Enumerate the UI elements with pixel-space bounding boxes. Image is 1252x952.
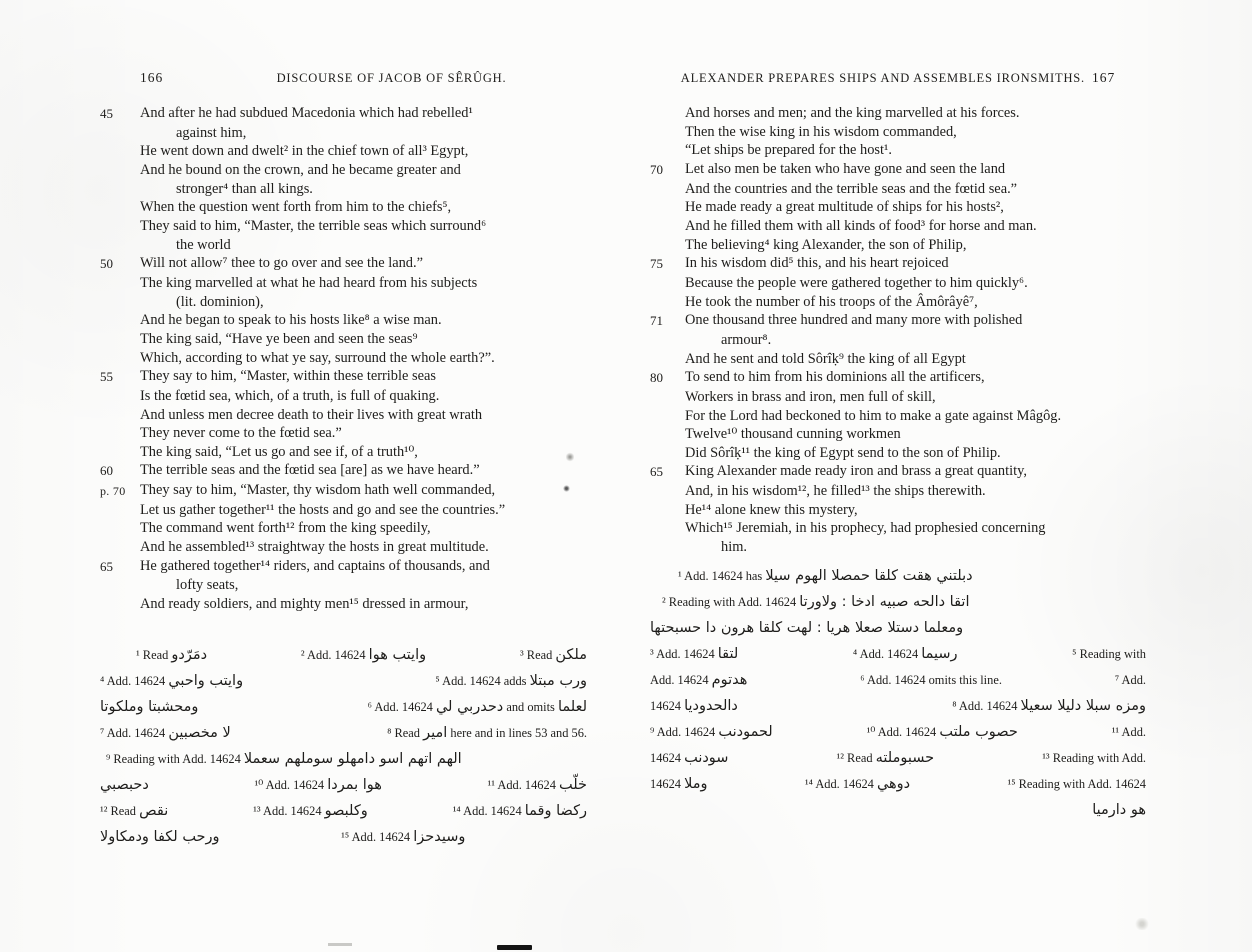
verse-line-number [650, 274, 685, 293]
verse-line-number: 50 [100, 256, 113, 272]
left-page [100, 70, 587, 855]
syriac-text: اتقا دالحه صبيه ادخا : ولاورتا [799, 593, 970, 610]
footnote-item [662, 594, 970, 610]
verse-line-text: (lit. dominion), [176, 293, 264, 310]
verse-line [650, 388, 1146, 407]
verse-line-text: And he sent and told Sôrîḳ⁹ the king of all Egypt [685, 350, 966, 367]
verse-line-text: When the question went forth from him to the chiefs⁵, [140, 199, 452, 216]
verse-line [650, 482, 1146, 501]
verse-line-text: And ready soldiers, and mighty men¹⁵ dressed in armour, [140, 596, 469, 613]
verse-line-number: 55 [100, 369, 113, 385]
footnote-text: ⁴ Add. 14624 [852, 646, 922, 661]
verse-line-number [650, 141, 685, 160]
footnote-text: here and in lines 53 and 56. [447, 725, 587, 740]
verse-line-number [100, 217, 140, 236]
footnote-line [100, 725, 587, 751]
footnote-line [650, 698, 1146, 724]
syriac-text: رسيما [921, 645, 958, 662]
verse-line-text: The king marvelled at what he had heard from his subjects [140, 274, 478, 291]
syriac-text: دوهي [876, 775, 911, 792]
verse-line-number: 71 [650, 313, 663, 329]
footnote-line [100, 647, 587, 673]
verse-line-number [100, 519, 140, 538]
verse-line-number [650, 482, 685, 501]
verse-line [100, 519, 587, 538]
scan-artifact [1135, 918, 1149, 930]
verse-line-text: Twelve¹⁰ thousand cunning workmen [685, 426, 901, 443]
verse-line [650, 160, 1146, 180]
verse-line-number: p. 70 [100, 484, 126, 499]
verse-line-text: They say to him, “Master, thy wisdom hath well commanded, [140, 482, 496, 499]
footnote-line [100, 829, 587, 855]
verse-line-number [100, 349, 140, 368]
verse-line-text: Workers in brass and iron, men full of skill, [685, 388, 936, 405]
verse-line [650, 501, 1146, 520]
verse-line-number [100, 142, 140, 161]
right-page-header [650, 70, 1146, 88]
footnote-text: ³ Read [520, 647, 556, 662]
verse-line-number [100, 124, 140, 143]
verse-line-number [100, 501, 140, 520]
verse-line-number [100, 538, 140, 557]
verse-line-text: One thousand three hundred and many more with polished [685, 312, 1023, 329]
verse-line [100, 254, 587, 274]
verse-line-number [650, 123, 685, 142]
verse-line-text: Then the wise king in his wisdom commanded, [685, 123, 957, 140]
footnote-item [100, 725, 231, 741]
footnote-item [650, 620, 963, 636]
footnote-text: ⁸ Read [387, 725, 424, 740]
syriac-text: وسيدحزا [413, 828, 466, 845]
right-page [650, 70, 1146, 828]
syriac-text: دمَرّدو [171, 646, 208, 663]
verse-line-text: The king said, “Let us go and see if, of a truth¹⁰, [140, 443, 418, 460]
footnote-line [650, 620, 1146, 646]
verse-line [100, 557, 587, 577]
footnote-item [341, 829, 465, 845]
footnote-item [867, 724, 1018, 740]
running-title: ALEXANDER PREPARES SHIPS AND ASSEMBLES IRONSMITHS. [680, 71, 1085, 85]
verse-line [650, 254, 1146, 274]
footnote-text: ¹ Read [136, 647, 172, 662]
footnote-text: ² Add. 14624 [300, 647, 369, 662]
footnote-line [100, 673, 587, 699]
verse-line [650, 141, 1146, 160]
footnote-item [1092, 802, 1146, 818]
verse-line-number [650, 236, 685, 255]
verse-line [650, 538, 1146, 557]
syriac-text: ركضا وقما [524, 802, 587, 819]
verse-line-text: King Alexander made ready iron and brass a great quantity, [685, 463, 1027, 480]
footnote-item [650, 724, 773, 740]
verse-line-text: Let also men be taken who have gone and seen the land [685, 160, 1006, 177]
page-number: 166 [140, 70, 164, 85]
verse-line-number: 70 [650, 161, 663, 177]
verse-line [650, 407, 1146, 426]
syriac-text: لعلما [557, 698, 587, 715]
verse-line-text: And after he had subdued Macedonia which had rebelled¹ [140, 105, 473, 121]
footnote-line [650, 594, 1146, 620]
footnote-item [520, 647, 587, 663]
verse-line [100, 217, 587, 236]
verse-line-number: 80 [650, 370, 663, 386]
footnote-text: ⁸ Add. 14624 [952, 698, 1021, 713]
footnote-item [453, 803, 587, 819]
footnote-item [100, 803, 168, 819]
footnote-text: ¹³ Add. 14624 [253, 803, 325, 818]
footnote-item [1008, 777, 1146, 792]
footnote-item [860, 673, 1002, 688]
verse-line [100, 538, 587, 557]
footnote-line [650, 802, 1146, 828]
verse-line-text: Did Sôrîḳ¹¹ the king of Egypt send to the son of Philip. [685, 444, 1001, 461]
verse-line [100, 311, 587, 330]
verse-line [650, 350, 1146, 369]
footnote-text: ¹⁵ Reading with Add. 14624 [1007, 776, 1146, 791]
scan-artifact [328, 943, 352, 946]
syriac-text: لا مخصبين [168, 724, 231, 741]
footnotes-block [650, 568, 1146, 828]
verse-line-text: He gathered together¹⁴ riders, and captains of thousands, and [140, 557, 490, 574]
verse-line-text: To send to him from his dominions all the artificers, [685, 369, 985, 386]
verse-line-number [100, 443, 140, 462]
verse-line-text: Which¹⁵ Jeremiah, in his prophecy, had prophesied concerning [685, 520, 1046, 537]
footnote-line [650, 672, 1146, 698]
verse-line [100, 104, 587, 124]
footnote-text: 14624 [650, 750, 685, 765]
footnote-text: ¹ Add. 14624 has [678, 568, 766, 583]
verse-line [100, 293, 587, 312]
footnote-text: ⁶ Add. 14624 [367, 699, 436, 714]
footnote-item [1072, 647, 1146, 662]
footnote-item [952, 698, 1146, 714]
footnote-item [650, 750, 728, 766]
syriac-text: هدتوم [711, 671, 748, 688]
verse-line [100, 161, 587, 180]
syriac-text: دبلتني هقت كلقا حمصلا الهوم سيلا [765, 567, 973, 584]
verse-line-text: They say to him, “Master, within these terrible seas [140, 368, 436, 385]
syriac-text: امير [423, 724, 448, 741]
verse-line-number [100, 161, 140, 180]
syriac-text: دالحدوديا [684, 697, 738, 714]
verse-line-number [100, 406, 140, 425]
verse-line [100, 180, 587, 199]
footnote-text: ⁹ Reading with Add. 14624 [106, 751, 244, 766]
syriac-text: هو دارميا [1092, 801, 1146, 818]
footnote-item [387, 725, 587, 741]
verse-line-number [100, 576, 140, 595]
verse-line-text: And horses and men; and the king marvelled at his forces. [685, 105, 1020, 121]
footnote-text: ⁵ Reading with [1072, 646, 1146, 661]
verse-line-text: For the Lord had beckoned to him to make a gate against Mâgôg. [685, 407, 1062, 424]
footnote-item [678, 568, 973, 584]
verse-line-number [100, 387, 140, 406]
verse-line-text: The king said, “Have ye been and seen the seas⁹ [140, 330, 418, 347]
footnote-text: ⁷ Add. [1114, 672, 1146, 687]
syriac-text: الهم اتهم اسو دامهلو سوملهم سعملا [243, 750, 462, 767]
footnotes-block [100, 647, 587, 855]
verse-line [100, 406, 587, 425]
footnote-text: ¹² Read [836, 750, 876, 765]
verse-line-number [650, 444, 685, 463]
verse-line [100, 198, 587, 217]
left-page-header [100, 70, 587, 88]
footnote-item [368, 699, 587, 715]
syriac-text: سودنب [684, 749, 729, 766]
footnote-item [254, 777, 381, 793]
verse-line [100, 236, 587, 255]
verse-line-text: He went down and dwelt² in the chief town of all³ Egypt, [140, 143, 469, 160]
footnote-text: ¹⁴ Add. 14624 [452, 803, 525, 818]
verse-line-text: stronger⁴ than all kings. [176, 180, 313, 197]
verse-line-text: They said to him, “Master, the terrible seas which surround⁶ [140, 217, 487, 234]
footnote-line [100, 803, 587, 829]
verse-line-number [650, 538, 685, 557]
verse-text-block [650, 104, 1146, 557]
verse-line [100, 481, 587, 501]
verse-line-number [650, 519, 685, 538]
verse-line-text: The terrible seas and the fœtid sea [are] as we have heard.” [140, 462, 480, 479]
verse-line-number [650, 350, 685, 369]
verse-line-text: armour⁸. [721, 331, 772, 348]
footnote-item [650, 672, 747, 688]
footnote-text: ⁹ Add. 14624 [650, 724, 719, 739]
footnote-line [650, 750, 1146, 776]
footnote-item [136, 647, 207, 663]
verse-line-text: the world [176, 236, 231, 253]
syriac-text: دحبصبي [100, 776, 149, 793]
footnote-item [253, 803, 368, 819]
footnote-text: ¹² Read [100, 803, 140, 818]
footnote-text: ¹¹ Add. 14624 [487, 777, 559, 792]
syriac-text: خلّب [558, 776, 587, 793]
footnote-item [100, 777, 149, 793]
footnote-item [301, 647, 426, 663]
verse-line [100, 274, 587, 293]
verse-line [650, 519, 1146, 538]
footnote-text: ⁵ Add. 14624 adds [435, 673, 530, 688]
footnote-line [650, 776, 1146, 802]
syriac-text: ومحشبتا وملكوتا [100, 698, 199, 715]
verse-line-number [100, 595, 140, 614]
verse-line-text: And, in his wisdom¹², he filled¹³ the ships therewith. [685, 483, 986, 500]
verse-line [650, 462, 1146, 482]
footnote-item [650, 698, 738, 714]
verse-line [100, 443, 587, 462]
syriac-text: دحدربي لي [435, 698, 504, 715]
verse-line-text: The believing⁴ king Alexander, the son of Philip, [685, 236, 967, 253]
verse-line [100, 124, 587, 143]
verse-line [650, 198, 1146, 217]
verse-line [100, 501, 587, 520]
verse-line-number: 60 [100, 463, 113, 479]
syriac-text: حصوب ملتب [939, 723, 1018, 740]
verse-line-text: He made ready a great multitude of ships for his hosts², [685, 199, 1004, 216]
footnote-text: ² Reading with Add. 14624 [662, 594, 800, 609]
footnote-item [805, 776, 910, 792]
verse-line-text: Will not allow⁷ thee to go over and see the land.” [140, 255, 423, 272]
verse-line-number: 65 [650, 464, 663, 480]
verse-line-number [100, 330, 140, 349]
syriac-text: وايتب واحبي [168, 672, 244, 689]
verse-line [650, 217, 1146, 236]
syriac-text: لتقا [717, 645, 739, 662]
verse-line-text: And the countries and the terrible seas and the fœtid sea.” [685, 180, 1018, 197]
footnote-item [1042, 751, 1146, 766]
verse-line-number [650, 104, 685, 123]
verse-line [100, 142, 587, 161]
verse-line-number [650, 180, 685, 199]
verse-line [650, 180, 1146, 199]
footnote-text: Add. 14624 [650, 672, 712, 687]
syriac-text: لحمودنب [718, 723, 773, 740]
footnote-text: ¹⁵ Add. 14624 [341, 829, 414, 844]
verse-line-number [650, 331, 685, 350]
verse-line [650, 104, 1146, 123]
verse-line [650, 311, 1146, 331]
verse-line-text: against him, [176, 124, 247, 141]
footnote-item [650, 646, 738, 662]
footnote-item [650, 776, 708, 792]
footnote-text: 14624 [650, 698, 685, 713]
verse-line-text: And he bound on the crown, and he became greater and [140, 161, 461, 178]
syriac-text: نقص [139, 802, 169, 819]
verse-line [650, 331, 1146, 350]
verse-line [100, 461, 587, 481]
verse-line-text: Is the fœtid sea, which, of a truth, is full of quaking. [140, 387, 440, 404]
verse-line-text: lofty seats, [176, 577, 239, 594]
verse-line-number [100, 274, 140, 293]
verse-line-text: They never come to the fœtid sea.” [140, 425, 342, 442]
footnote-item [853, 646, 958, 662]
verse-line-text: In his wisdom did⁵ this, and his heart rejoiced [685, 255, 949, 272]
syriac-text: ملكن [555, 646, 587, 663]
footnote-item [106, 751, 462, 767]
verse-line-number: 45 [100, 106, 113, 121]
syriac-text: وملا [684, 775, 708, 792]
footnote-line [650, 646, 1146, 672]
verse-line [650, 425, 1146, 444]
syriac-text: ورب مبتلا [529, 672, 587, 689]
verse-line-text: “Let ships be prepared for the host¹. [685, 142, 892, 159]
footnote-item [435, 673, 587, 689]
verse-line-number: 65 [100, 558, 113, 574]
syriac-text: هوا بمردا [327, 776, 382, 793]
syriac-text: وايتب هوا [368, 646, 427, 663]
verse-line [650, 444, 1146, 463]
verse-line-number [100, 180, 140, 199]
running-title: DISCOURSE OF JACOB OF SÊRÛGH. [276, 71, 507, 85]
verse-line [650, 123, 1146, 142]
verse-line-number [650, 198, 685, 217]
footnote-text: ⁷ Add. 14624 [100, 725, 169, 740]
verse-line [100, 424, 587, 443]
verse-line-number [100, 198, 140, 217]
verse-line [650, 368, 1146, 388]
verse-line [650, 236, 1146, 255]
scan-artifact [497, 945, 532, 950]
footnote-item [837, 750, 935, 766]
verse-line-number [650, 293, 685, 312]
footnote-text: ¹⁰ Add. 14624 [866, 724, 940, 739]
verse-line-number [650, 425, 685, 444]
footnote-text: ¹⁰ Add. 14624 [254, 777, 328, 792]
verse-line-number [650, 501, 685, 520]
syriac-text: ومعلما دستلا صعلا هريا : لهت كلقا هرون دا حسبحتها [650, 619, 964, 636]
verse-line [100, 367, 587, 387]
footnote-line [100, 699, 587, 725]
footnote-text: 14624 [650, 776, 685, 791]
footnote-text: ³ Add. 14624 [650, 646, 718, 661]
syriac-text: حسبوملته [875, 749, 935, 766]
footnote-item [100, 699, 198, 715]
verse-line [100, 387, 587, 406]
footnote-item [1115, 673, 1146, 688]
page-number: 167 [1091, 70, 1116, 85]
verse-line-text: Because the people were gathered together to him quickly⁶. [685, 274, 1028, 291]
verse-line-text: And he filled them with all kinds of food³ for horse and man. [685, 217, 1037, 234]
verse-line [100, 595, 587, 614]
footnote-text: ⁴ Add. 14624 [100, 673, 169, 688]
verse-line-text: He¹⁴ alone knew this mystery, [685, 501, 858, 518]
verse-line-text: Which, according to what ye say, surround the whole earth?”. [140, 349, 495, 366]
verse-line-text: The command went forth¹² from the king speedily, [140, 520, 431, 537]
syriac-text: وكلبصو [324, 802, 368, 819]
verse-text-block [100, 104, 587, 614]
footnote-line [100, 777, 587, 803]
verse-line [650, 293, 1146, 312]
verse-line [100, 349, 587, 368]
footnote-item [1112, 725, 1146, 740]
verse-line-text: Let us gather together¹¹ the hosts and go and see the countries.” [140, 501, 506, 518]
footnote-text: and omits [503, 699, 558, 714]
verse-line-number [650, 407, 685, 426]
verse-line-number [650, 217, 685, 236]
footnote-text: ¹³ Reading with Add. [1042, 750, 1146, 765]
footnote-line [100, 751, 587, 777]
footnote-text: ⁶ Add. 14624 omits this line. [860, 672, 1002, 687]
footnote-text: ¹⁴ Add. 14624 [804, 776, 877, 791]
verse-line-number: 75 [650, 256, 663, 272]
verse-line-text: And he assembled¹³ straightway the hosts in great multitude. [140, 539, 489, 556]
verse-line-text: And unless men decree death to their lives with great wrath [140, 406, 483, 423]
footnote-item [100, 829, 220, 845]
footnote-item [488, 777, 587, 793]
footnote-item [100, 673, 243, 689]
footnote-line [650, 724, 1146, 750]
footnote-line [650, 568, 1146, 594]
verse-line-text: him. [721, 539, 747, 556]
syriac-text: ورحب لكفا ودمكاولا [100, 828, 220, 845]
verse-line-number [100, 311, 140, 330]
footnote-text: ¹¹ Add. [1111, 724, 1146, 739]
verse-line-text: He took the number of his troops of the Âmôrâyê⁷, [685, 293, 978, 310]
verse-line-number [100, 293, 140, 312]
syriac-text: ومزه سبلا دليلا سعيلا [1020, 697, 1146, 714]
verse-line-number [650, 388, 685, 407]
verse-line-text: And he began to speak to his hosts like⁸ a wise man. [140, 312, 442, 329]
verse-line [650, 274, 1146, 293]
verse-line [100, 330, 587, 349]
verse-line-number [100, 236, 140, 255]
verse-line [100, 576, 587, 595]
verse-line-number [100, 424, 140, 443]
